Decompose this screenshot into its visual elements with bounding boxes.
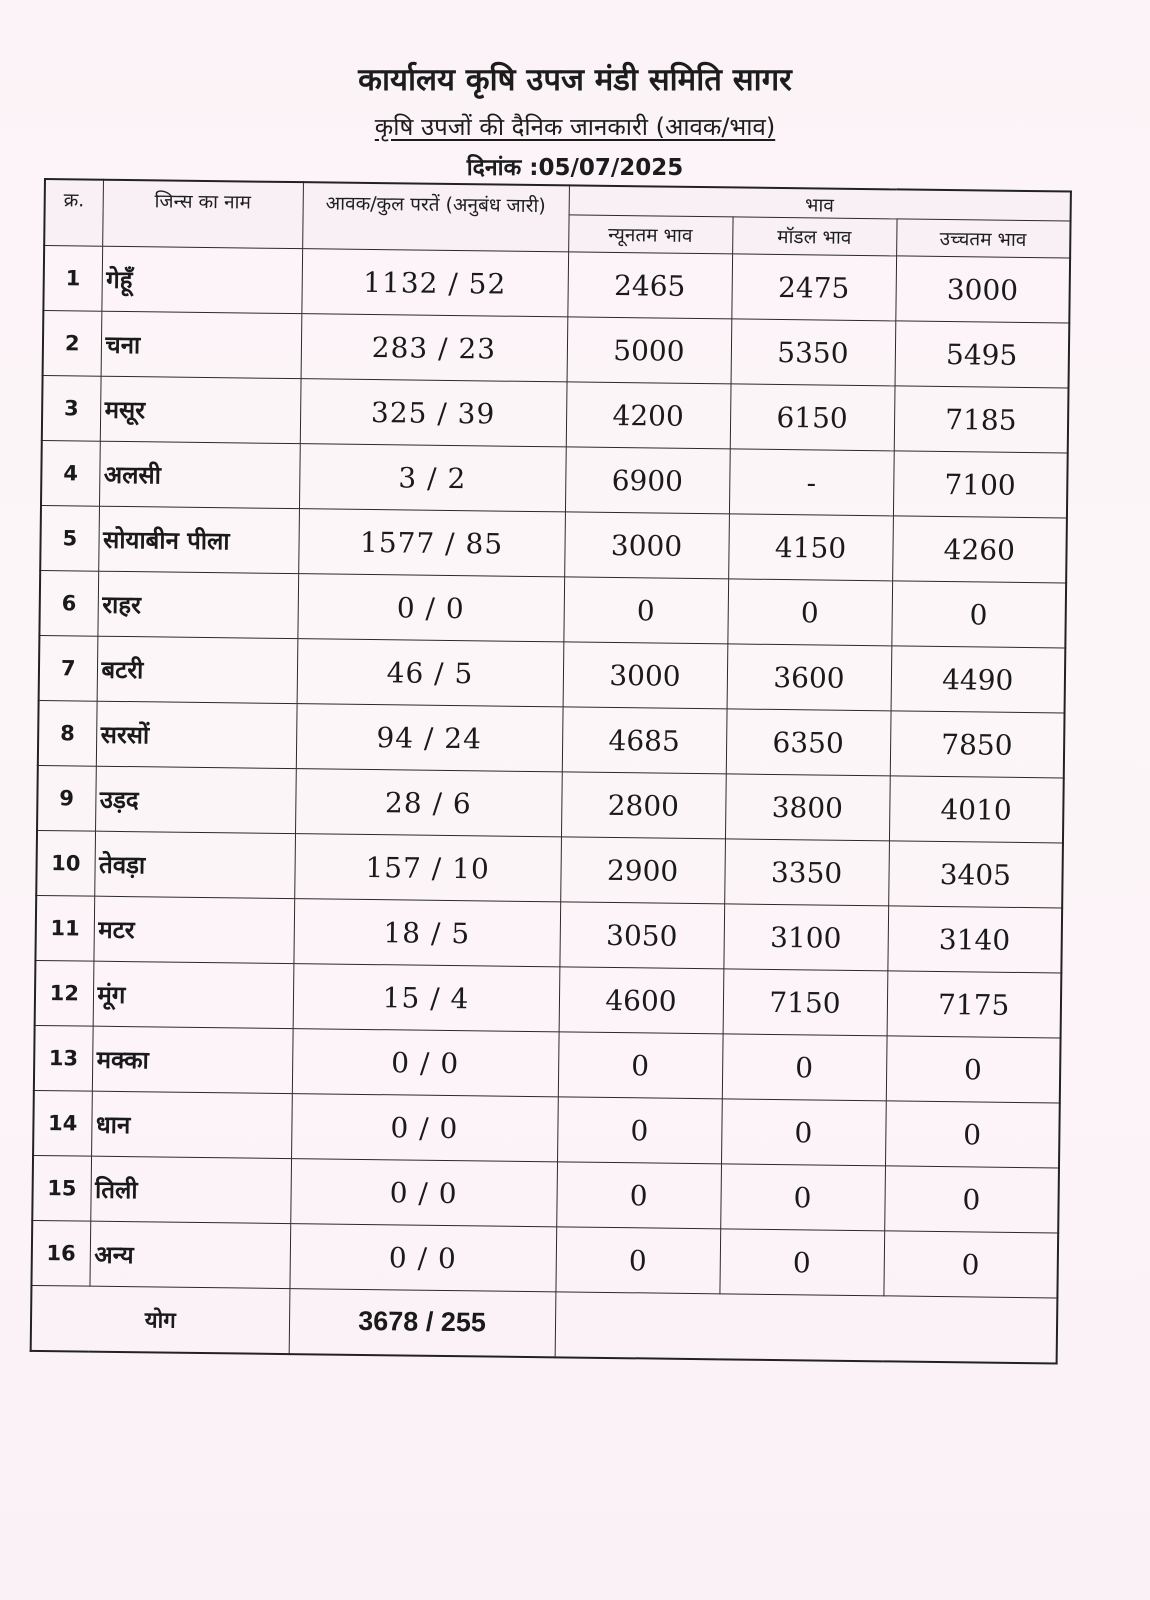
row-min-price: 4600 — [559, 967, 724, 1034]
row-min-price: 3000 — [564, 512, 729, 579]
row-modal-price: 3100 — [723, 904, 888, 971]
row-sno: 12 — [35, 960, 94, 1026]
header-commodity-name: जिन्स का नाम — [102, 180, 303, 249]
row-arrival: 283 / 23 — [301, 314, 568, 382]
row-arrival: 0 / 0 — [289, 1224, 556, 1292]
row-min-price: 2465 — [567, 252, 732, 319]
header-min-price: न्यूनतम भाव — [568, 215, 732, 254]
row-sno: 7 — [39, 635, 98, 701]
row-commodity-name: सरसों — [96, 701, 297, 768]
row-arrival: 3 / 2 — [299, 444, 566, 512]
row-arrival: 325 / 39 — [300, 379, 567, 447]
row-modal-price: 0 — [727, 579, 892, 646]
row-sno: 8 — [38, 700, 97, 766]
row-arrival: 15 / 4 — [293, 964, 560, 1032]
row-min-price: 2900 — [560, 837, 725, 904]
header-max-price: उच्चतम भाव — [896, 219, 1070, 258]
row-max-price: 0 — [885, 1101, 1060, 1168]
row-min-price: 0 — [558, 1032, 723, 1099]
row-min-price: 2800 — [561, 772, 726, 839]
row-arrival: 28 / 6 — [295, 769, 562, 837]
row-modal-price: 0 — [721, 1099, 886, 1166]
total-empty-cell — [555, 1292, 1058, 1363]
row-commodity-name: बटरी — [97, 636, 298, 703]
row-arrival: 1132 / 52 — [301, 249, 568, 317]
row-modal-price: 2475 — [731, 254, 896, 321]
row-min-price: 0 — [563, 577, 728, 644]
row-arrival: 0 / 0 — [292, 1029, 559, 1097]
header-bhav: भाव — [569, 185, 1071, 221]
row-modal-price: 3800 — [725, 774, 890, 841]
row-sno: 1 — [43, 246, 102, 312]
total-value: 3678 / 255 — [289, 1289, 556, 1357]
row-modal-price: 0 — [720, 1164, 885, 1231]
row-sno: 2 — [43, 311, 102, 377]
row-max-price: 7850 — [890, 711, 1065, 778]
price-table — [30, 178, 1072, 1364]
row-modal-price: 7150 — [723, 969, 888, 1036]
document-subtitle: कृषि उपजों की दैनिक जानकारी (आवक/भाव) — [374, 113, 776, 141]
row-arrival: 0 / 0 — [297, 574, 564, 642]
row-sno: 6 — [39, 570, 98, 636]
row-max-price: 3405 — [888, 841, 1063, 908]
row-sno: 14 — [33, 1090, 92, 1156]
table-header — [44, 179, 1071, 258]
row-min-price: 4200 — [566, 382, 731, 449]
row-modal-price: - — [729, 449, 894, 516]
row-modal-price: 6150 — [730, 384, 895, 451]
row-commodity-name: धान — [91, 1091, 292, 1158]
document-date: दिनांक :05/07/2025 — [466, 155, 684, 181]
row-max-price: 0 — [891, 581, 1066, 648]
row-modal-price: 5350 — [731, 319, 896, 386]
row-max-price: 7185 — [894, 386, 1069, 453]
row-modal-price: 0 — [722, 1034, 887, 1101]
row-min-price: 3000 — [563, 642, 728, 709]
header-arrival: आवक/कुल परतें (अनुबंध जारी) — [302, 182, 569, 252]
row-arrival: 157 / 10 — [294, 834, 561, 902]
row-commodity-name: राहर — [97, 571, 298, 638]
row-min-price: 0 — [557, 1097, 722, 1164]
row-min-price: 6900 — [565, 447, 730, 514]
row-max-price: 7100 — [893, 451, 1068, 518]
row-arrival: 94 / 24 — [296, 704, 563, 772]
row-modal-price: 6350 — [726, 709, 891, 776]
row-min-price: 5000 — [567, 317, 732, 384]
row-commodity-name: मटर — [93, 896, 294, 963]
row-commodity-name: मक्का — [92, 1026, 293, 1093]
row-sno: 16 — [31, 1220, 90, 1286]
row-arrival: 1577 / 85 — [298, 509, 565, 577]
row-max-price: 0 — [884, 1166, 1059, 1233]
row-commodity-name: तिली — [90, 1156, 291, 1223]
header-modal-price: मॉडल भाव — [732, 217, 896, 256]
row-max-price: 4490 — [891, 646, 1066, 713]
row-min-price: 0 — [556, 1162, 721, 1229]
row-modal-price: 4150 — [728, 514, 893, 581]
row-min-price: 0 — [555, 1227, 720, 1294]
row-arrival: 46 / 5 — [297, 639, 564, 707]
row-max-price: 5495 — [895, 321, 1070, 388]
row-commodity-name: मसूर — [100, 376, 301, 443]
header-sno: क्र. — [44, 179, 103, 246]
total-row — [31, 1285, 1058, 1363]
row-sno: 3 — [42, 375, 101, 441]
row-max-price: 0 — [883, 1231, 1058, 1298]
row-min-price: 4685 — [562, 707, 727, 774]
row-commodity-name: अन्य — [89, 1221, 290, 1288]
row-min-price: 3050 — [559, 902, 724, 969]
row-sno: 4 — [41, 440, 100, 506]
row-sno: 13 — [34, 1025, 93, 1091]
row-max-price: 4010 — [889, 776, 1064, 843]
table-body — [31, 246, 1070, 1298]
table-footer — [31, 1285, 1058, 1363]
row-commodity-name: अलसी — [99, 441, 300, 508]
row-commodity-name: गेहूँ — [101, 246, 302, 313]
row-commodity-name: मूंग — [93, 961, 294, 1028]
document-title: कार्यालय कृषि उपज मंडी समिति सागर — [358, 62, 792, 98]
row-arrival: 0 / 0 — [290, 1159, 557, 1227]
row-sno: 11 — [35, 895, 94, 961]
row-max-price: 4260 — [892, 516, 1067, 583]
total-label: योग — [31, 1285, 290, 1353]
row-modal-price: 3600 — [727, 644, 892, 711]
row-max-price: 3140 — [887, 906, 1062, 973]
row-modal-price: 0 — [719, 1229, 884, 1296]
row-commodity-name: तेवड़ा — [94, 831, 295, 898]
row-commodity-name: सोयाबीन पीला — [98, 506, 299, 573]
price-table-container — [30, 178, 1072, 1364]
row-sno: 5 — [40, 505, 99, 571]
row-sno: 9 — [37, 765, 96, 831]
row-max-price: 7175 — [887, 971, 1062, 1038]
row-commodity-name: चना — [101, 311, 302, 378]
row-commodity-name: उड़द — [95, 766, 296, 833]
row-max-price: 3000 — [895, 256, 1070, 323]
row-max-price: 0 — [886, 1036, 1061, 1103]
row-sno: 15 — [32, 1155, 91, 1221]
row-arrival: 18 / 5 — [293, 899, 560, 967]
row-modal-price: 3350 — [724, 839, 889, 906]
row-arrival: 0 / 0 — [291, 1094, 558, 1162]
row-sno: 10 — [36, 830, 95, 896]
